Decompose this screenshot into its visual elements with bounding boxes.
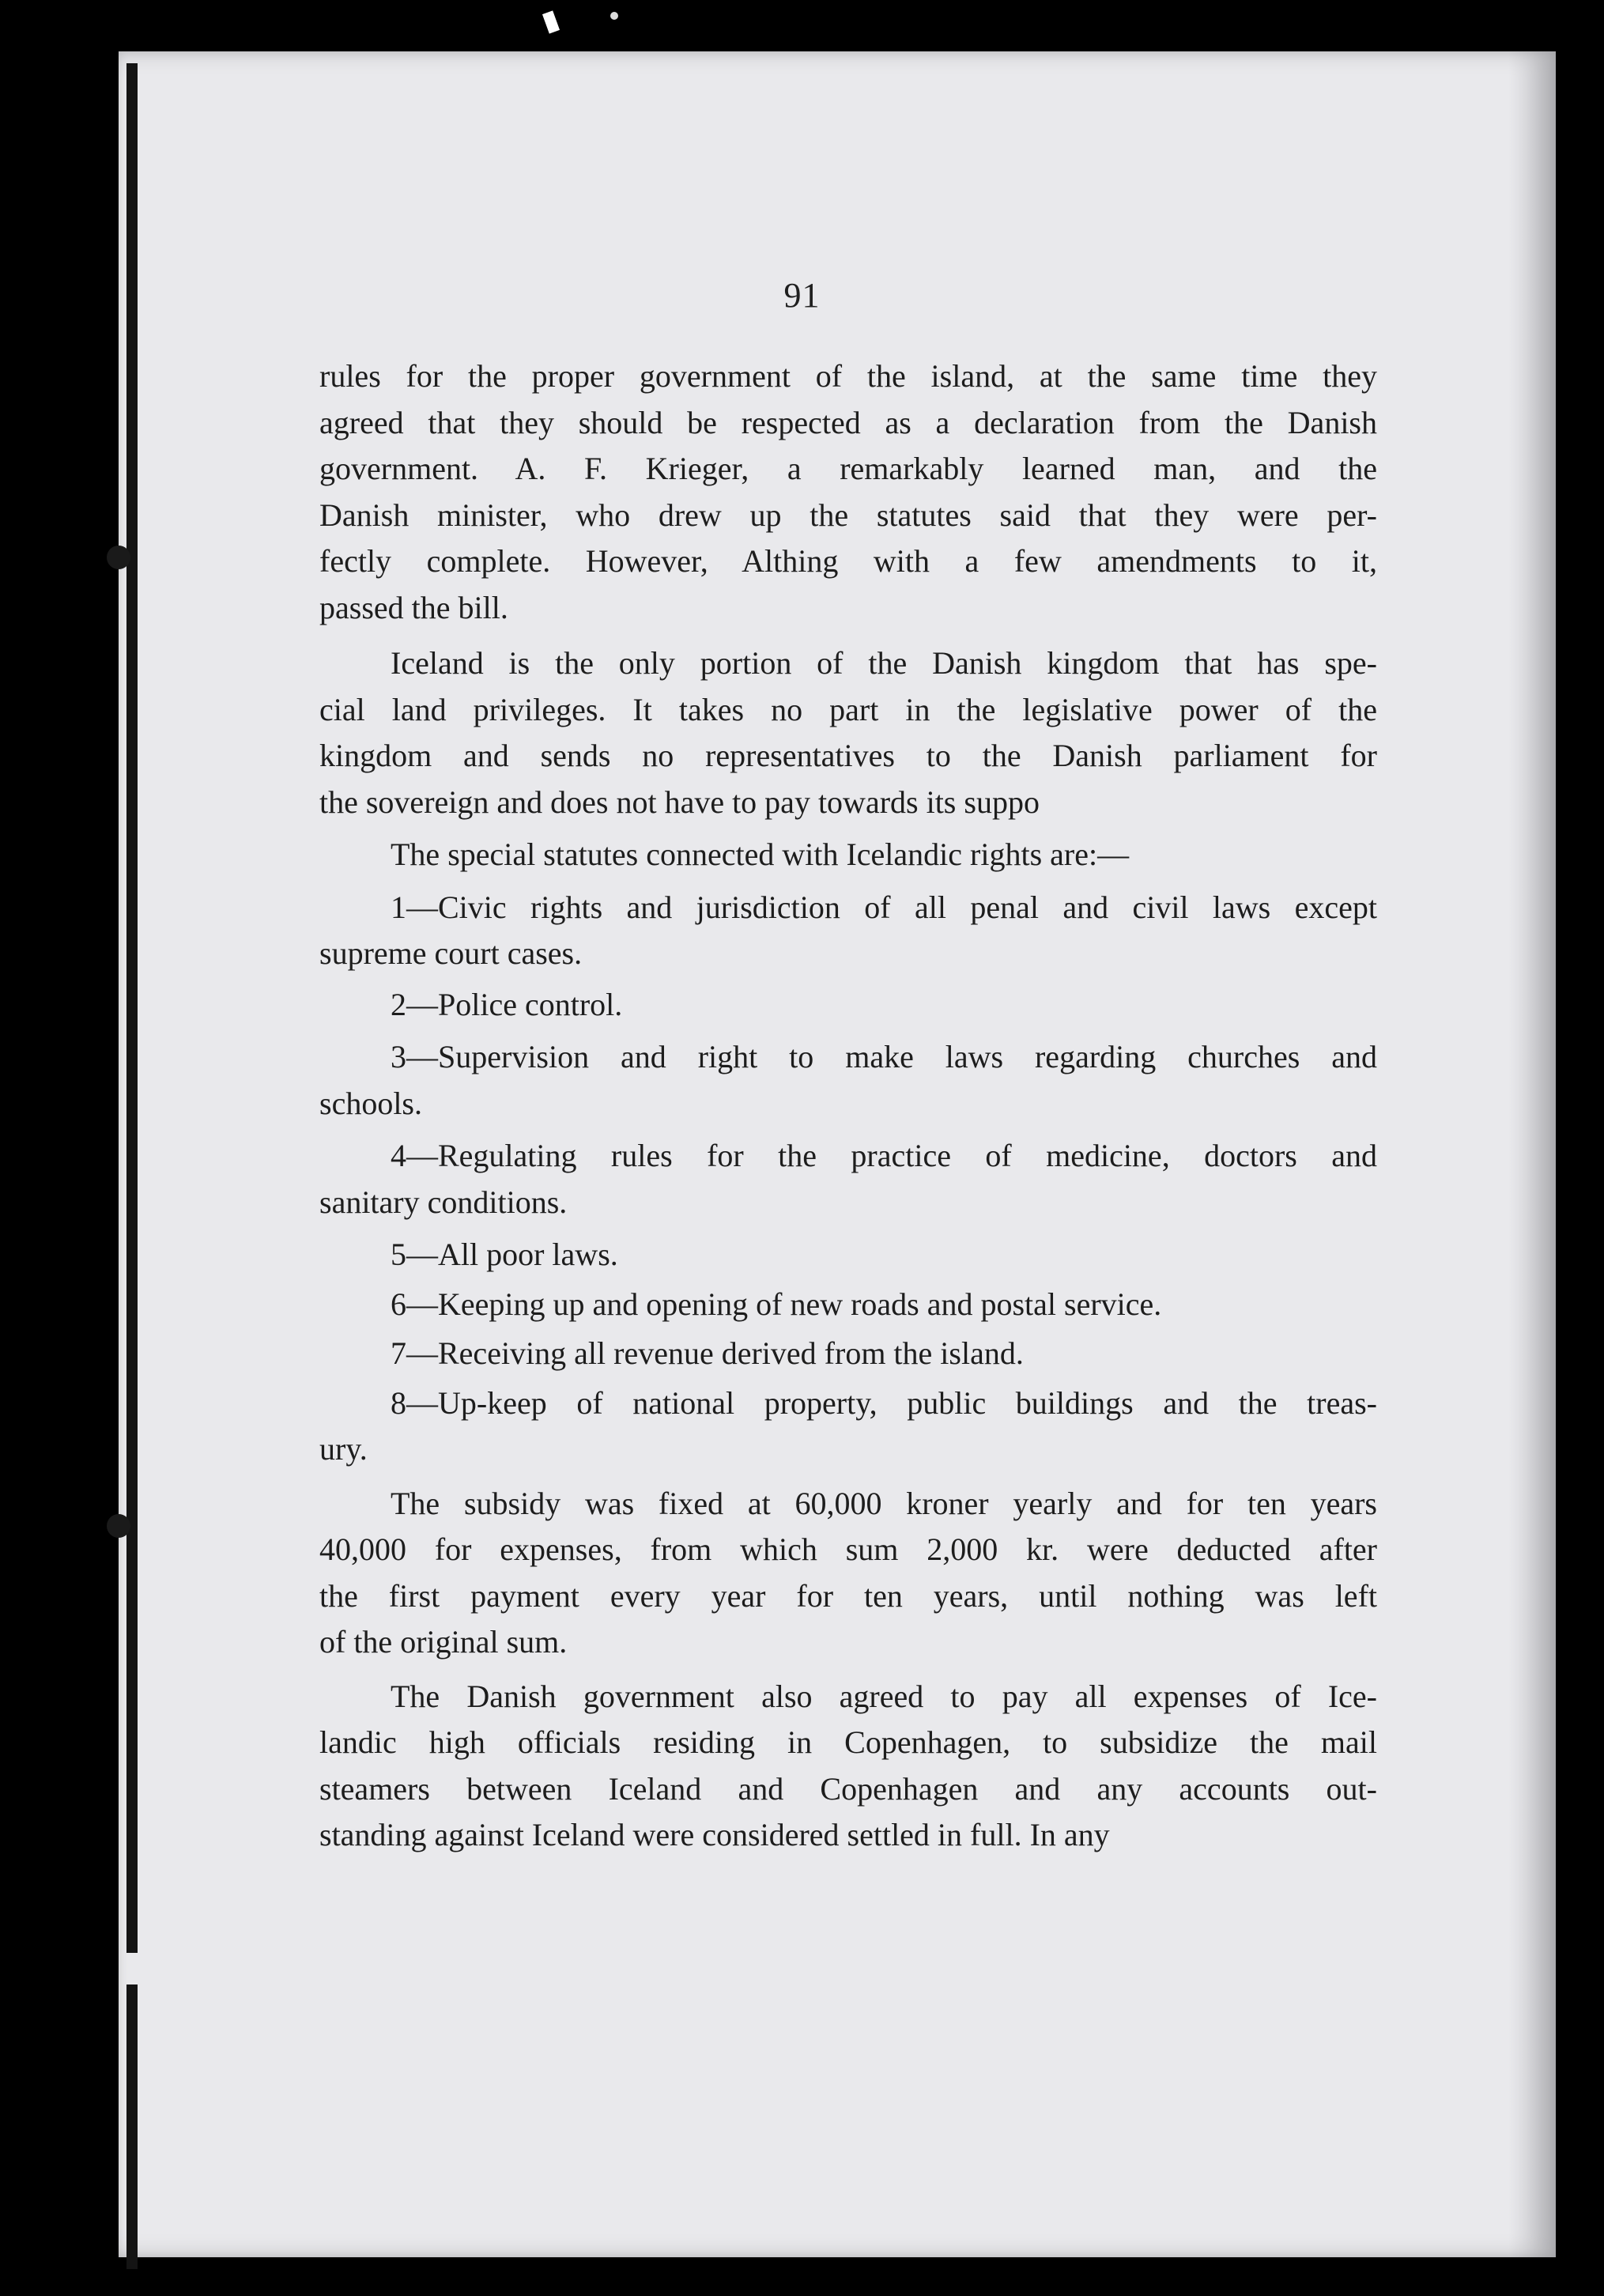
- paragraph: [319, 832, 1377, 878]
- text-line: Danish minister, who drew up the statutes said that they were per-: [319, 497, 1377, 533]
- text-line: 7—Receiving all revenue derived from the island.: [391, 1335, 1024, 1371]
- paragraph: [319, 982, 1377, 1029]
- paragraph: [319, 1674, 1377, 1859]
- scan-mark: [542, 10, 560, 33]
- text-line: landic high officials residing in Copenhagen, to subsidize the mail: [319, 1724, 1377, 1760]
- text-line: Iceland is the only portion of the Danish kingdom that has spe-: [391, 645, 1377, 681]
- text-line: The subsidy was fixed at 60,000 kroner yearly and for ten years: [391, 1485, 1377, 1521]
- paragraph: [319, 1481, 1377, 1666]
- text-line: 8—Up-keep of national property, public buildings and the treas-: [391, 1384, 1377, 1421]
- text-line: cial land privileges. It takes no part in the legislative power of the: [319, 691, 1377, 727]
- text-line: schools.: [319, 1085, 422, 1121]
- text-line: government. A. F. Krieger, a remarkably learned man, and the: [319, 451, 1377, 486]
- text-line: 6—Keeping up and opening of new roads and postal service.: [391, 1286, 1162, 1322]
- scan-mark: [610, 12, 618, 20]
- paragraph: [319, 1380, 1377, 1473]
- text-line: standing against Iceland were considered settled in full. In any: [319, 1817, 1110, 1852]
- paragraph: [319, 1133, 1377, 1225]
- text-line: steamers between Iceland and Copenhagen and any accounts out-: [319, 1770, 1377, 1807]
- text-line: 3—Supervision and right to make laws regarding churches and: [391, 1039, 1377, 1074]
- binding-stitch: [107, 1514, 130, 1538]
- text-line: 2—Police control.: [391, 986, 623, 1022]
- text-line: fectly complete. However, Althing with a few amendments to it,: [319, 543, 1377, 579]
- text-line: 4—Regulating rules for the practice of medicine, doctors and: [391, 1138, 1377, 1173]
- paragraph: [319, 1282, 1377, 1328]
- body-text: [319, 353, 1377, 1864]
- page-edge-shadow: [1508, 51, 1556, 2257]
- binding-stitch: [107, 546, 130, 569]
- binding-spine: [126, 63, 138, 1953]
- text-line: rules for the proper government of the island, at the same time they: [319, 358, 1377, 394]
- text-line: supreme court cases.: [319, 935, 583, 971]
- text-line: the sovereign and does not have to pay towards its suppo: [319, 784, 1040, 820]
- text-line: 40,000 for expenses, from which sum 2,000 kr. were deducted after: [319, 1531, 1377, 1567]
- text-line: sanitary conditions.: [319, 1184, 568, 1220]
- top-scan-marks: [545, 12, 640, 43]
- text-line: The Danish government also agreed to pay all expenses of Ice-: [391, 1678, 1377, 1714]
- text-line: agreed that they should be respected as a declaration from the Danish: [319, 404, 1377, 440]
- text-line: ury.: [319, 1431, 368, 1467]
- paragraph: [319, 885, 1377, 977]
- paragraph: [319, 353, 1377, 631]
- binding-spine: [126, 1984, 138, 2269]
- text-line: passed the bill.: [319, 589, 508, 625]
- text-line: The special statutes connected with Icelandic rights are:—: [391, 836, 1130, 872]
- paragraph: [319, 640, 1377, 825]
- paragraph: [319, 1232, 1377, 1278]
- text-line: kingdom and sends no representatives to the Danish parliament for: [319, 738, 1377, 773]
- text-line: the first payment every year for ten years, until nothing was left: [319, 1577, 1377, 1614]
- paragraph: [319, 1331, 1377, 1377]
- text-line: 5—All poor laws.: [391, 1237, 618, 1272]
- text-line: of the original sum.: [319, 1624, 568, 1660]
- text-line: 1—Civic rights and jurisdiction of all penal and civil laws except: [391, 889, 1377, 925]
- paragraph: [319, 1034, 1377, 1127]
- page-number: 91: [783, 276, 821, 315]
